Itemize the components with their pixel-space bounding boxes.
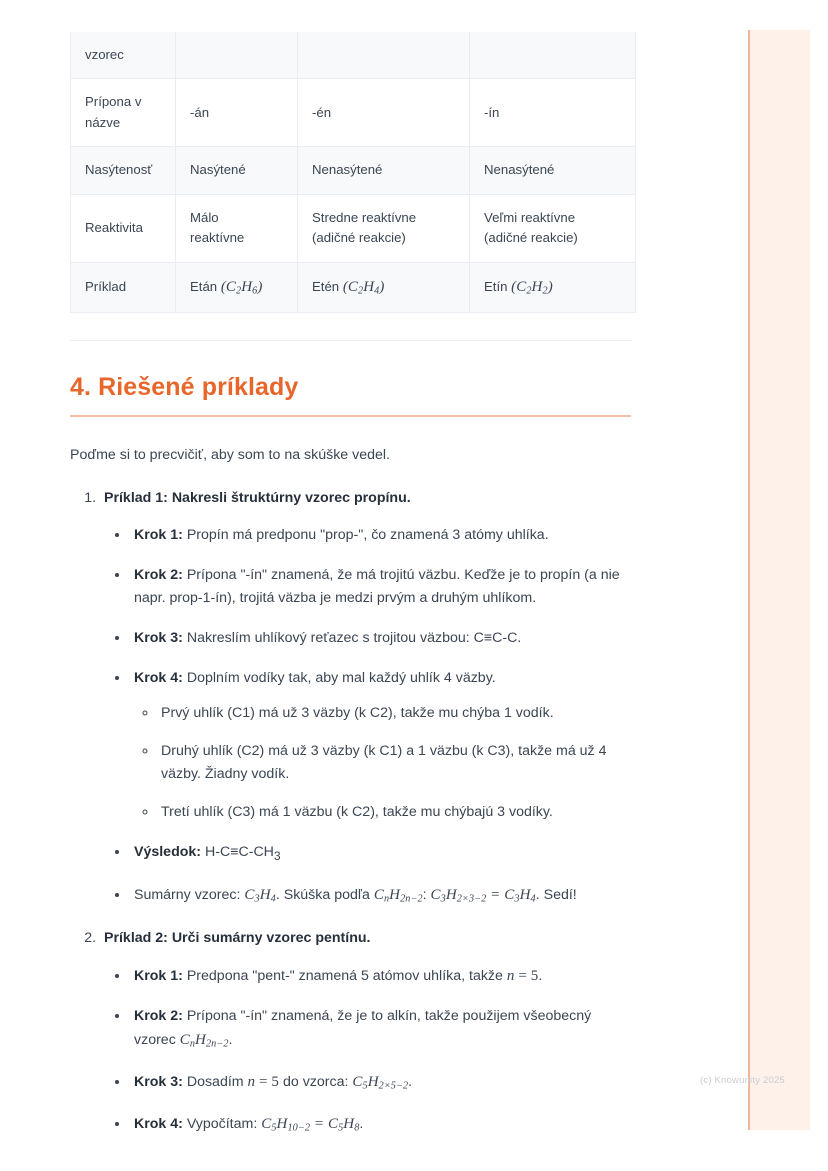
- step-label: Krok 2:: [134, 566, 183, 583]
- table-cell: -én: [298, 79, 470, 147]
- colon-sep: :: [422, 886, 431, 903]
- formula-c3h2x3-2: $C_3H_{2\times 3-2}$: [430, 886, 487, 905]
- formula-ethane: $(C_2H_6)$: [220, 278, 263, 297]
- step-text: Prípona "-ín" znamená, že je to alkín, takže použijem všeobecný vzorec: [134, 1008, 592, 1049]
- cell-line-2: reaktívne: [190, 230, 245, 246]
- table-cell: [176, 194, 298, 262]
- decorative-right-strip: [748, 30, 810, 1130]
- step-label: Krok 4:: [134, 669, 183, 686]
- table-cell: [470, 32, 636, 79]
- table-cell: Nenasýtené: [470, 147, 636, 194]
- list-item-summary: [130, 883, 636, 908]
- step-text-end: .: [408, 1074, 413, 1091]
- table-row: [71, 79, 636, 147]
- table-cell-label: Príklad: [71, 262, 176, 312]
- table-row: [71, 262, 636, 312]
- step-text: Prípona "-ín" znamená, že má trojitú väzbu. Keďže je to propín (a nie napr. prop-1-ín), trojitá väzba je medzi prvým a druhým uhlíkom.: [134, 566, 620, 606]
- formula-general-alkyne: $C_nH_{2n-2}$: [373, 886, 423, 905]
- label-line-1: Prípona v: [85, 94, 142, 110]
- compound-name: Etán: [190, 278, 218, 294]
- table-cell: Nasýtené: [176, 147, 298, 194]
- list-item-step: [130, 564, 636, 610]
- list-item-step: [130, 1112, 636, 1137]
- table-cell: [470, 262, 636, 312]
- table-cell: [298, 32, 470, 79]
- table-cell: [176, 262, 298, 312]
- list-item-step: [130, 1005, 636, 1053]
- result-label: Výsledok:: [134, 843, 202, 860]
- cell-line-1: Veľmi reaktívne: [484, 209, 576, 225]
- step-label: Krok 2:: [134, 1008, 183, 1025]
- footer-copyright: (c) Knowunity 2025: [700, 1075, 785, 1086]
- table-cell: [298, 194, 470, 262]
- step-text: Nakreslím uhlíkový reťazec s trojitou väzbou: C≡C-C.: [182, 629, 522, 646]
- step-text-mid: do vzorca:: [279, 1074, 353, 1091]
- example-1-steps: [104, 524, 636, 908]
- list-item-step: [130, 964, 636, 988]
- equals-sign: =: [310, 1116, 328, 1133]
- document-page: [70, 0, 636, 1137]
- formula-c3h4-result: $C_3H_4$: [504, 886, 536, 905]
- math-n-equals-5: n = 5: [506, 967, 539, 984]
- formula-c3h4: $C_3H_4$: [244, 886, 276, 905]
- list-item-example-1: [100, 490, 636, 908]
- table-cell: [298, 262, 470, 312]
- table-row: [71, 147, 636, 194]
- compound-name: Etín: [484, 278, 508, 294]
- section-intro-text: Poďme si to precvičiť, aby som to na skúške vedel.: [70, 447, 390, 464]
- equals-sign: =: [486, 886, 505, 903]
- cell-line-2: (adičné reakcie): [484, 230, 578, 246]
- math-n-equals-5: n = 5: [247, 1074, 280, 1091]
- examples-list: [70, 490, 636, 1138]
- step-text-end: .: [359, 1116, 364, 1133]
- list-item-substep: ◦ Druhý uhlík (C2) má už 3 väzby (k C1) a 1 väzbu (k C3), takže má už 4 väzby. Žiadny vodík.: [158, 740, 636, 786]
- table-cell-label: [71, 79, 176, 147]
- table-cell: [176, 32, 298, 79]
- table-cell: -án: [176, 79, 298, 147]
- cell-line-1: Stredne reaktívne: [312, 209, 417, 225]
- list-item-substep: ◦ Tretí uhlík (C3) má 1 väzbu (k C2), takže mu chýbajú 3 vodíky.: [158, 801, 636, 824]
- summary-lead-text: Sumárny vzorec:: [134, 886, 245, 903]
- summary-end-text: . Sedí!: [535, 886, 577, 903]
- step-label: Krok 1:: [134, 967, 183, 984]
- example-2-title: Príklad 2: Urči sumárny vzorec pentínu.: [104, 929, 371, 946]
- example-1-substeps: [134, 702, 636, 824]
- list-item-result: [130, 841, 636, 866]
- table-cell-label: Nasýtenosť: [71, 147, 176, 194]
- example-2-steps: [104, 964, 636, 1137]
- formula-ethyne: $(C_2H_2)$: [511, 278, 553, 297]
- cell-line-1: Málo: [190, 209, 219, 225]
- table-cell-label: Reaktivita: [71, 194, 176, 262]
- step-text: Predpona "pent-" znamená 5 atómov uhlíka, takže: [182, 967, 507, 984]
- step-text: Doplním vodíky tak, aby mal každý uhlík 4 väzby.: [182, 669, 496, 686]
- formula-ethene: $(C_2H_4)$: [342, 278, 385, 297]
- table-cell: -ín: [470, 79, 636, 147]
- formula-c5h10-2: $C_5H_{10-2}$: [261, 1116, 311, 1134]
- label-line-2: názve: [85, 114, 121, 130]
- table-cell: Nenasýtené: [298, 147, 470, 194]
- hydrocarbons-comparison-table: [70, 32, 636, 313]
- list-item-step: [130, 524, 636, 547]
- list-item-example-2: [100, 930, 636, 1137]
- step-label: Krok 1:: [134, 526, 183, 543]
- result-structural-formula: H-C≡C-CH: [201, 843, 274, 860]
- step-text: Vypočítam:: [182, 1116, 262, 1133]
- list-item-step: [130, 667, 636, 824]
- section-heading: 4. Riešené príklady: [70, 373, 299, 402]
- step-text-end: .: [538, 967, 543, 984]
- step-label: Krok 3:: [134, 629, 183, 646]
- step-text: Dosadím: [182, 1074, 248, 1091]
- step-text-end: .: [228, 1032, 233, 1049]
- list-item-step: [130, 1070, 636, 1095]
- step-label: Krok 4:: [134, 1116, 183, 1133]
- result-subscript: 3: [273, 848, 281, 863]
- table-cell-label: vzorec: [71, 32, 176, 79]
- step-label: Krok 3:: [134, 1074, 183, 1091]
- formula-general-alkyne: $C_nH_{2n-2}$: [179, 1032, 229, 1050]
- table-cell: [470, 194, 636, 262]
- step-text: Propín má predponu "prop-", čo znamená 3 atómy uhlíka.: [182, 526, 549, 543]
- formula-c5h2x5-2: $C_5H_{2\times 5-2}$: [352, 1074, 409, 1092]
- heading-underline-rule: [70, 415, 631, 417]
- list-item-substep: ◦ Prvý uhlík (C1) má už 3 väzby (k C2), takže mu chýba 1 vodík.: [158, 702, 636, 725]
- table-row: [71, 194, 636, 262]
- cell-line-2: (adičné reakcie): [312, 230, 406, 246]
- compound-name: Etén: [312, 278, 340, 294]
- list-item-step: [130, 627, 636, 650]
- example-1-title: Príklad 1: Nakresli štruktúrny vzorec propínu.: [104, 489, 411, 506]
- formula-c5h8: $C_5H_8$: [327, 1116, 360, 1134]
- section-divider: [70, 340, 632, 341]
- summary-mid-text: . Skúška podľa: [275, 886, 374, 903]
- table-row: [71, 32, 636, 79]
